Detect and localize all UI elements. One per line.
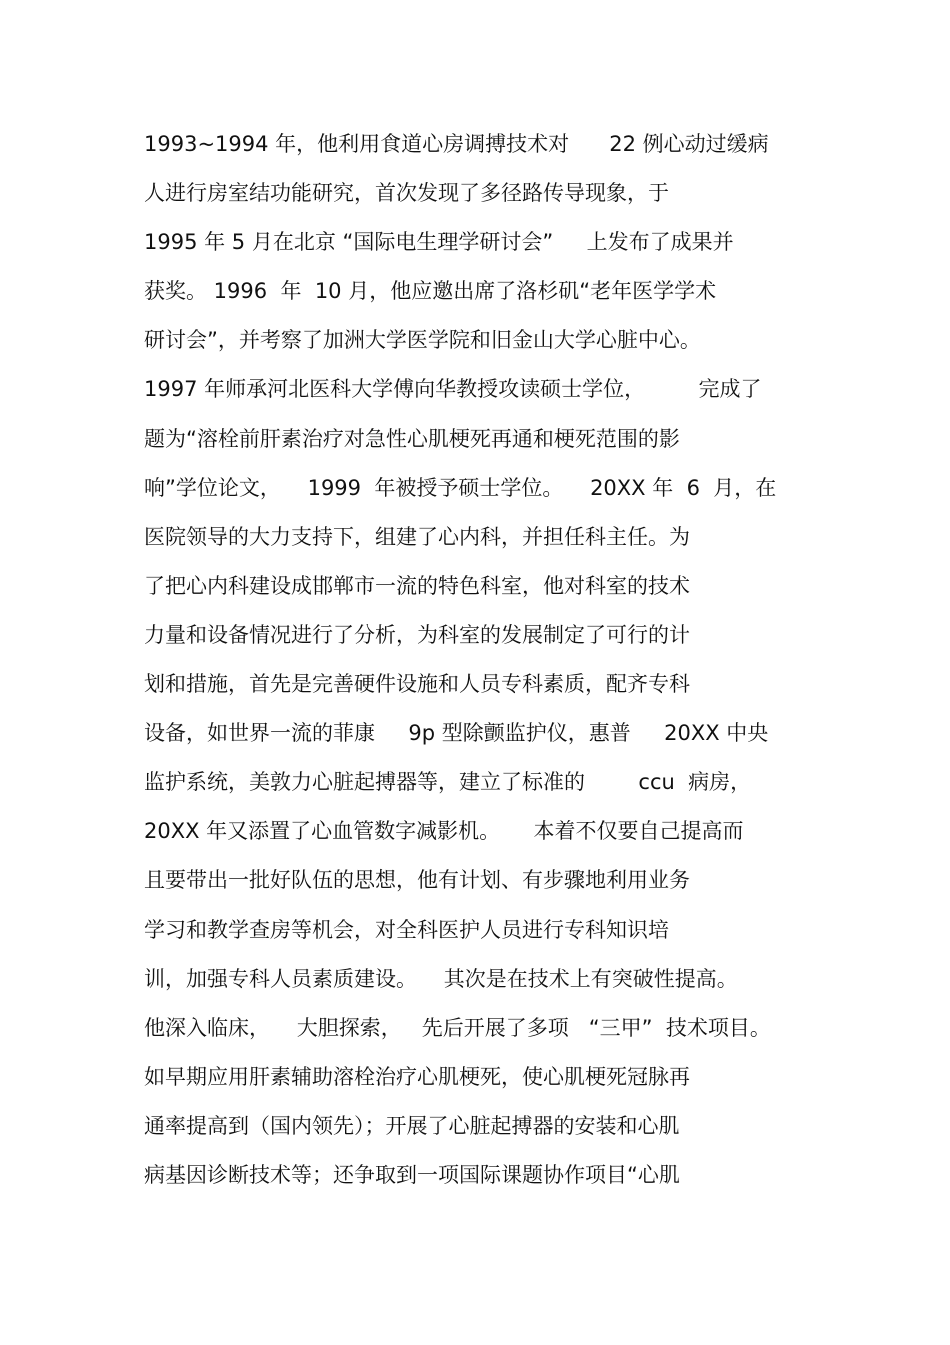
text-line: 如早期应用肝素辅助溶栓治疗心肌梗死，使心肌梗死冠脉再 bbox=[144, 1064, 690, 1089]
text-line: 1997 年师承河北医科大学傅向华教授攻读硕士学位， 完成了 bbox=[144, 377, 762, 402]
text-line: 他深入临床， 大胆探索， 先后开展了多项 “三甲” 技术项目。 bbox=[144, 1015, 771, 1040]
text-line: 研讨会”，并考察了加洲大学医学院和旧金山大学心脏中心。 bbox=[144, 328, 701, 353]
text-line: 学习和教学查房等机会，对全科医护人员进行专科知识培 bbox=[144, 917, 669, 942]
text-line: 力量和设备情况进行了分析，为科室的发展制定了可行的计 bbox=[144, 622, 690, 647]
text-line: 监护系统，美敦力心脏起搏器等，建立了标准的 ccu 病房， bbox=[144, 770, 752, 795]
text-line: 响”学位论文， 1999 年被授予硕士学位。 20XX 年 6 月，在 bbox=[144, 475, 777, 500]
body-text bbox=[144, 120, 824, 1200]
text-line: 医院领导的大力支持下，组建了心内科，并担任科主任。为 bbox=[144, 524, 690, 549]
text-line: 且要带出一批好队伍的思想，他有计划、有步骤地利用业务 bbox=[144, 868, 690, 893]
text-line: 训，加强专科人员素质建设。 其次是在技术上有突破性提高。 bbox=[144, 966, 738, 991]
text-line: 划和措施，首先是完善硬件设施和人员专科素质，配齐专科 bbox=[144, 672, 690, 697]
text-line: 了把心内科建设成邯郸市一流的特色科室，他对科室的技术 bbox=[144, 573, 690, 598]
text-line: 病基因诊断技术等；还争取到一项国际课题协作项目“心肌 bbox=[144, 1162, 680, 1187]
text-line: 20XX 年又添置了心血管数字减影机。 本着不仅要自己提高而 bbox=[144, 819, 744, 844]
text-line: 人进行房室结功能研究，首次发现了多径路传导现象，于 bbox=[144, 181, 669, 206]
text-line: 设备，如世界一流的菲康 9p 型除颤监护仪，惠普 20XX 中央 bbox=[144, 721, 769, 746]
text-line: 1995 年 5 月在北京 “国际电生理学研讨会” 上发布了成果并 bbox=[144, 230, 734, 255]
text-line: 1993~1994 年，他利用食道心房调搏技术对 22 例心动过缓病 bbox=[144, 132, 769, 156]
text-line: 题为“溶栓前肝素治疗对急性心肌梗死再通和梗死范围的影 bbox=[144, 426, 680, 451]
text-line: 获奖。 1996 年 10 月，他应邀出席了洛杉矶“老年医学学术 bbox=[144, 279, 717, 304]
text-line: 通率提高到（国内领先）；开展了心脏起搏器的安装和心肌 bbox=[144, 1113, 680, 1138]
